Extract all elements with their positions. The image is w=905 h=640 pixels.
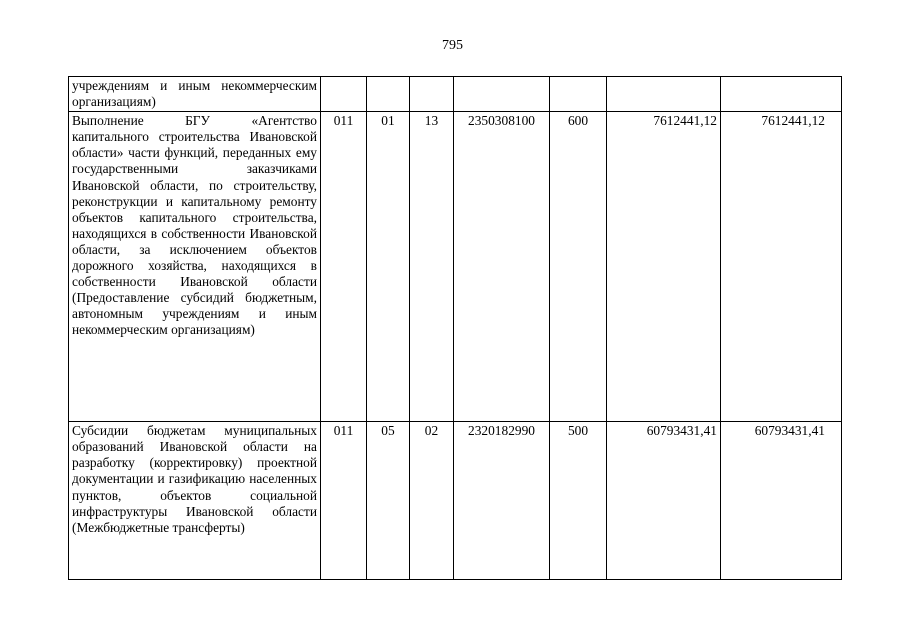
section-code: 01 bbox=[367, 112, 410, 422]
ministry-code bbox=[321, 77, 367, 112]
ministry-code: 011 bbox=[321, 112, 367, 422]
amount-2: 7612441,12 bbox=[721, 112, 842, 422]
target-article-code: 2320182990 bbox=[454, 422, 550, 580]
table-row bbox=[69, 77, 842, 112]
amount-2 bbox=[721, 77, 842, 112]
subsection-code: 02 bbox=[410, 422, 454, 580]
table-row bbox=[69, 112, 842, 422]
row-description: Выполнение БГУ «Агентство капитального строительства Ивановской области» части функций, переданных ему государственными заказчиками Ивановской области, по строительству, реконструкции и капитальному ремонту объектов капитального строительства, находящихся в собственности Ивановской области, за исключением объектов дорожного хозяйства, находящихся в собственности Ивановской области (Предоставление субсидий бюджетным, автономным учреждениям и иным некоммерческим организациям) bbox=[69, 112, 321, 422]
amount-1: 60793431,41 bbox=[607, 422, 721, 580]
amount-1 bbox=[607, 77, 721, 112]
expense-type-code: 600 bbox=[550, 112, 607, 422]
target-article-code bbox=[454, 77, 550, 112]
row-description: Субсидии бюджетам муниципальных образований Ивановской области на разработку (корректировку) проектной документации и газификацию населенных пунктов, объектов социальной инфраструктуры Ивановской области (Межбюджетные трансферты) bbox=[69, 422, 321, 580]
page-number: 795 bbox=[442, 38, 463, 53]
table-row bbox=[69, 422, 842, 580]
expense-type-code: 500 bbox=[550, 422, 607, 580]
ministry-code: 011 bbox=[321, 422, 367, 580]
row-description: учреждениям и иным некоммерческим организациям) bbox=[69, 77, 321, 112]
target-article-code: 2350308100 bbox=[454, 112, 550, 422]
subsection-code bbox=[410, 77, 454, 112]
expense-type-code bbox=[550, 77, 607, 112]
budget-table bbox=[68, 76, 842, 580]
section-code bbox=[367, 77, 410, 112]
amount-2: 60793431,41 bbox=[721, 422, 842, 580]
amount-1: 7612441,12 bbox=[607, 112, 721, 422]
section-code: 05 bbox=[367, 422, 410, 580]
subsection-code: 13 bbox=[410, 112, 454, 422]
